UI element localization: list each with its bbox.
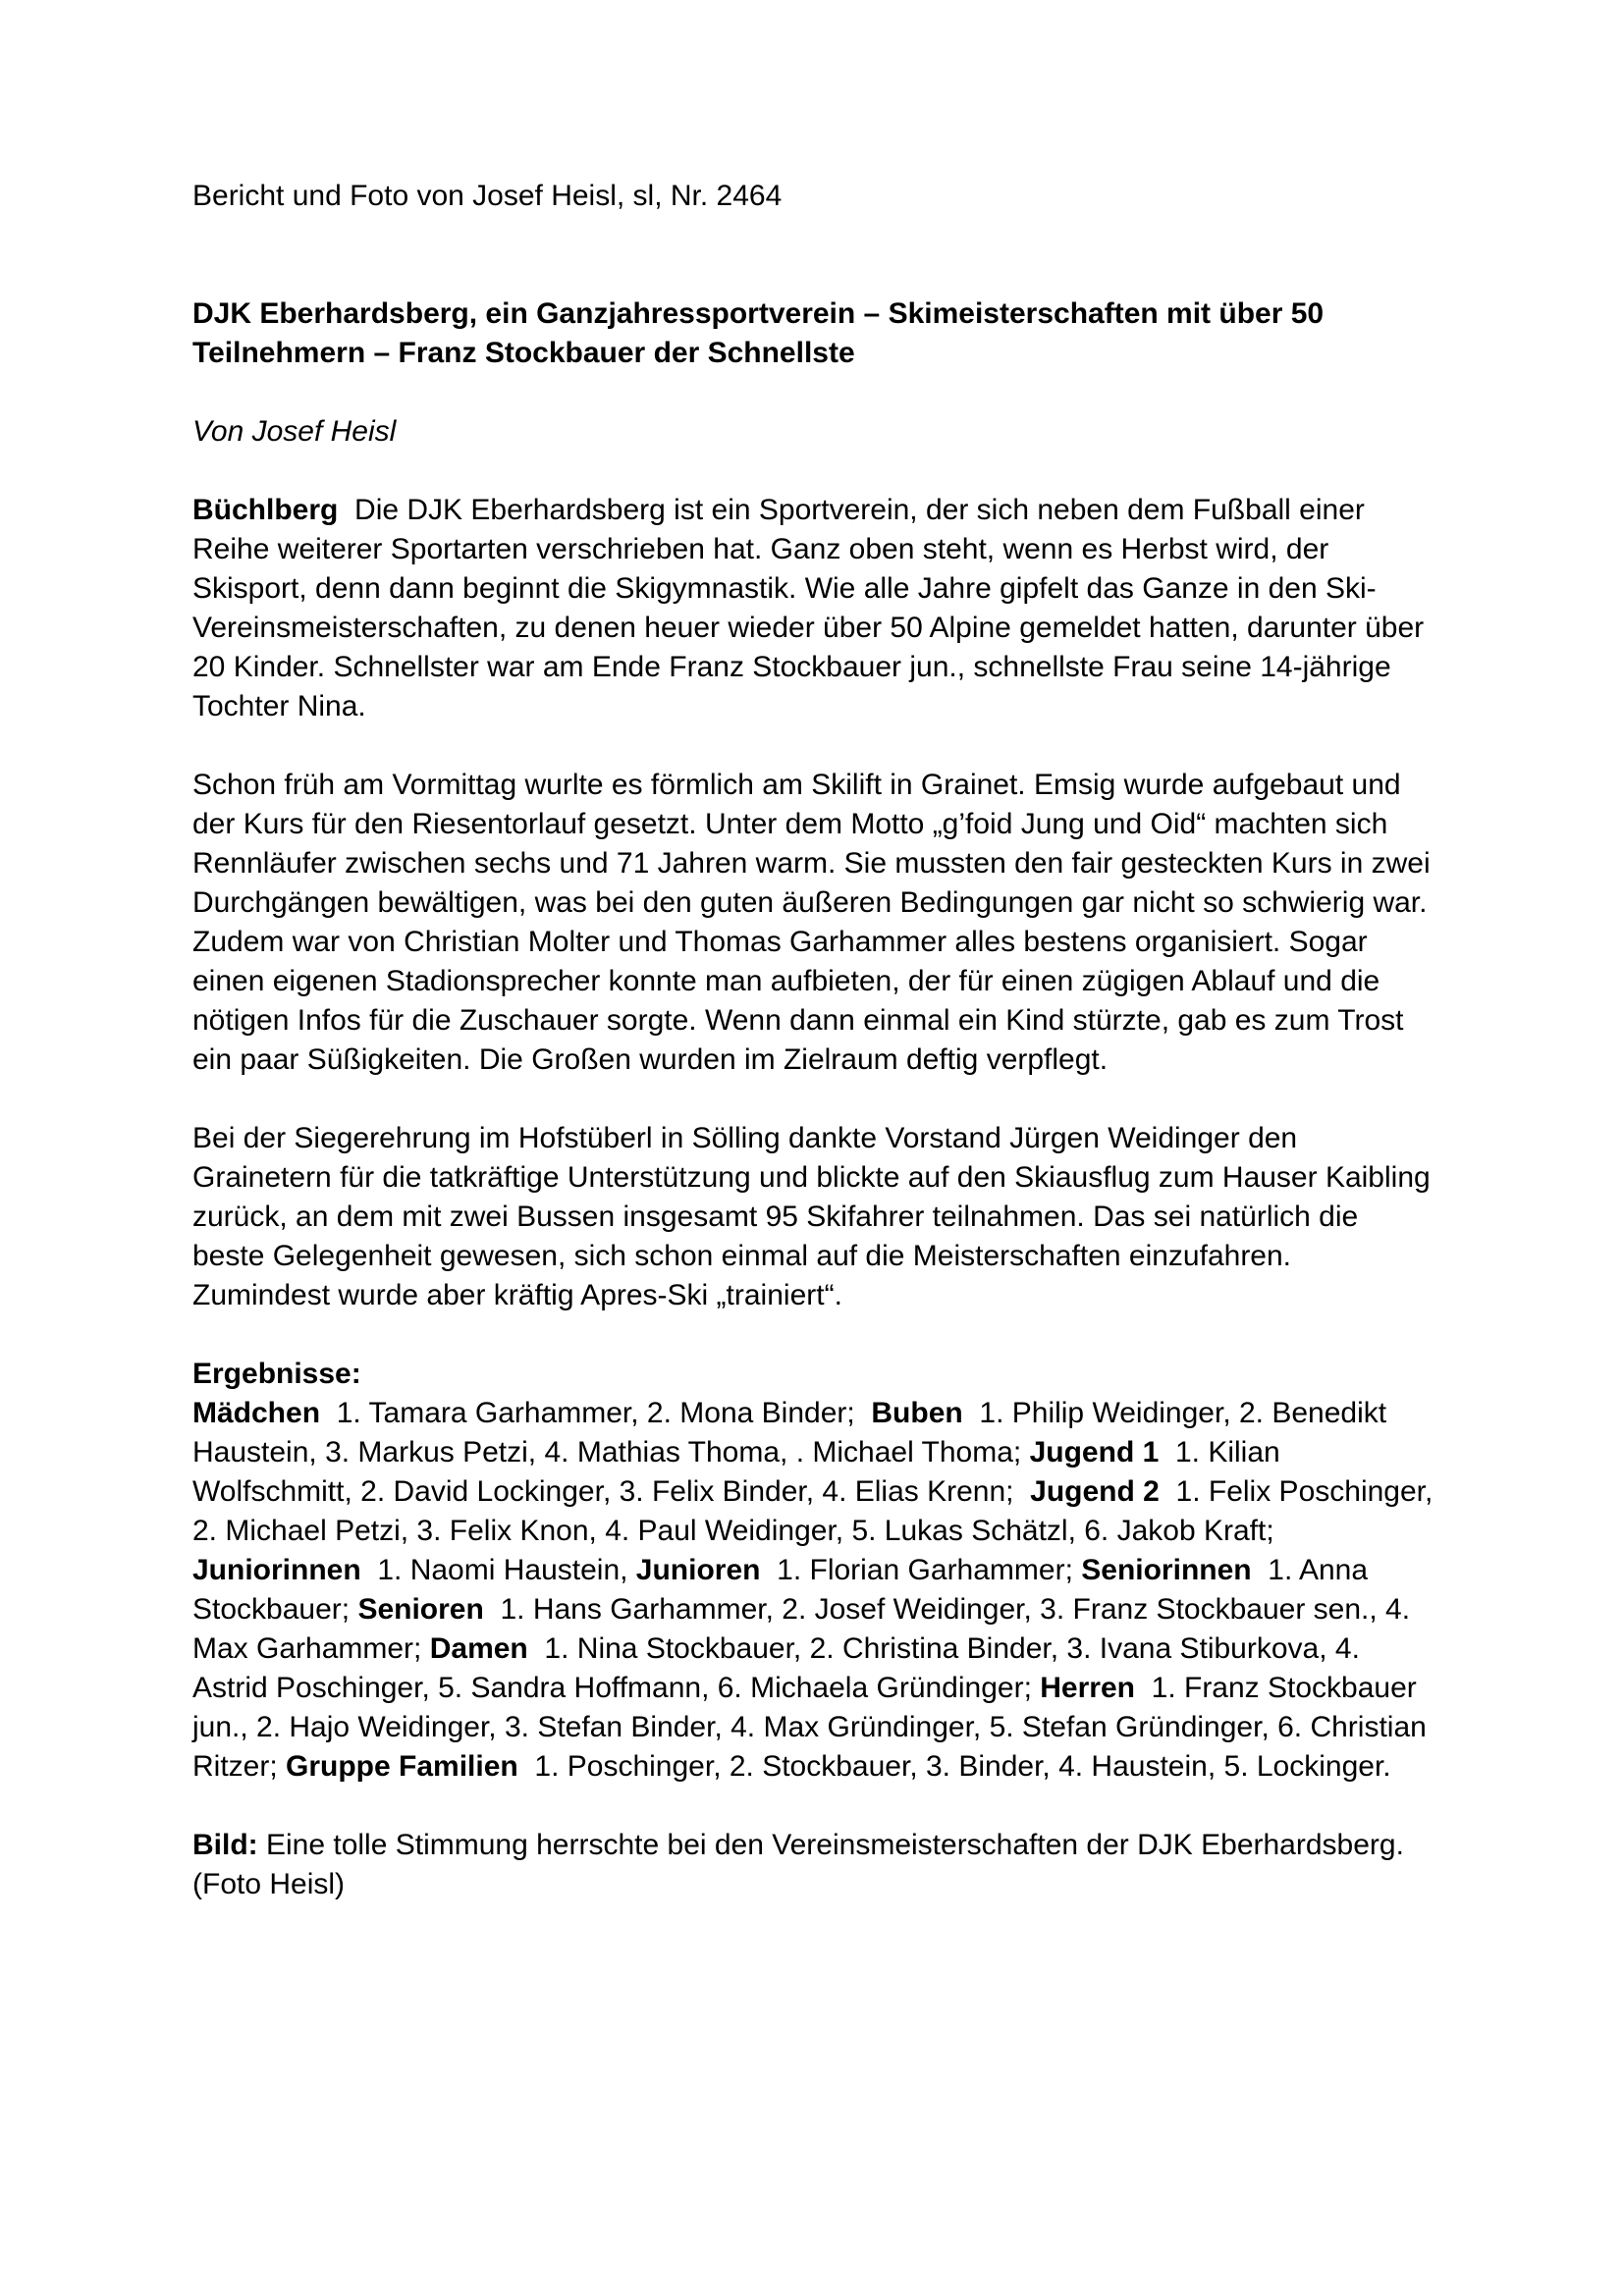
photo-caption <box>192 1826 1434 1904</box>
text-run: Buben <box>871 1397 963 1429</box>
text-run: 1. Philip Weidinger, 2. Benedikt Haustein, 3. Markus Petzi, 4. Mathias Thoma, . Michael Thoma; <box>192 1397 1395 1468</box>
article-title: DJK Eberhardsberg, ein Ganzjahressportverein – Skimeisterschaften mit über 50 Teilnehmern – Franz Stockbauer der Schnellste <box>192 297 1332 369</box>
text-run: Damen <box>429 1632 528 1665</box>
author-line: Von Josef Heisl <box>192 415 397 448</box>
text-run: Eine tolle Stimmung herrschte bei den Vereinsmeisterschaften der DJK Eberhardsberg. (Foto Heisl) <box>192 1829 1413 1900</box>
results-heading: Ergebnisse: <box>192 1358 361 1390</box>
text-run: Die DJK Eberhardsberg ist ein Sportverein, der sich neben dem Fußball einer Reihe weiterer Sportarten verschrieben hat. Ganz oben steht, wenn es Herbst wird, der Skisport, denn dann beginnt die Skigymnastik. Wie alle Jahre gipfelt das Ganze in den Ski-Vereinsmeisterschaften, zu denen heuer wieder über 50 Alpine gemeldet hatten, darunter über 20 Kinder. Schnellster war am Ende Franz Stockbauer jun., schnellste Frau seine 14-jährige Tochter Nina. <box>192 494 1433 722</box>
text-run: 1. Franz Stockbauer jun., 2. Hajo Weidinger, 3. Stefan Binder, 4. Max Gründinger, 5. Stefan Gründinger, 6. Christian Ritzer; <box>192 1672 1435 1783</box>
text-run: Jugend 1 <box>1029 1436 1160 1468</box>
text-run: Jugend 2 <box>1030 1475 1160 1508</box>
text-run: 1. Nina Stockbauer, 2. Christina Binder, 3. Ivana Stiburkova, 4. Astrid Poschinger, 5. Sandra Hoffmann, 6. Michaela Gründinger; <box>192 1632 1367 1704</box>
text-run: Büchlberg <box>192 494 339 526</box>
text-run: 1. Kilian Wolfschmitt, 2. David Lockinger, 3. Felix Binder, 4. Elias Krenn; <box>192 1436 1289 1508</box>
text-run: 1. Poschinger, 2. Stockbauer, 3. Binder, 4. Haustein, 5. Lockinger. <box>517 1750 1391 1783</box>
text-run: Senioren <box>357 1593 484 1626</box>
text-run: Schon früh am Vormittag wurlte es förmlich am Skilift in Grainet. Emsig wurde aufgebaut und der Kurs für den Riesentorlauf gesetzt. Unter dem Motto „g’foid Jung und Oid“ machten sich Rennläufer zwischen sechs und 71 Jahren warm. Sie mussten den fair gesteckten Kurs in zwei Durchgängen bewältigen, was bei den guten äußeren Bedingungen gar nicht so schwierig war. Zudem war von Christian Molter und Thomas Garhammer alles bestens organisiert. Sogar einen eigenen Stadionsprecher konnte man aufbieten, der für einen zügigen Ablauf und die nötigen Infos für die Zuschauer sorgte. Wenn dann einmal ein Kind stürzte, gab es zum Trost ein paar Süßigkeiten. Die Großen wurden im Zielraum deftig verpflegt. <box>192 769 1438 1076</box>
paragraph-intro <box>192 491 1434 726</box>
text-run: Gruppe Familien <box>286 1750 518 1783</box>
text-run: Juniorinnen <box>192 1554 361 1586</box>
text-run: 1. Hans Garhammer, 2. Josef Weidinger, 3. Franz Stockbauer sen., 4. Max Garhammer; <box>192 1593 1419 1665</box>
text-run: Seniorinnen <box>1081 1554 1252 1586</box>
text-run: 1. Naomi Haustein, <box>360 1554 636 1586</box>
text-run: Bei der Siegerehrung im Hofstüberl in Sölling dankte Vorstand Jürgen Weidinger den Grainetern für die tatkräftige Unterstützung und blickte auf den Skiausflug zum Hauser Kaibling zurück, an dem mit zwei Bussen insgesamt 95 Skifahrer teilnahmen. Das sei natürlich die beste Gelegenheit gewesen, sich schon einmal auf die Meisterschaften einzufahren. Zumindest wurde aber kräftig Apres-Ski „trainiert“. <box>192 1122 1439 1311</box>
paragraph-results <box>192 1394 1441 1787</box>
text-run: 1. Tamara Garhammer, 2. Mona Binder; <box>320 1397 872 1429</box>
text-run: Junioren <box>635 1554 761 1586</box>
text-run: Mädchen <box>192 1397 321 1429</box>
text-run: Herren <box>1040 1672 1135 1704</box>
text-run: 1. Florian Garhammer; <box>760 1554 1082 1586</box>
text-run: 1. Anna Stockbauer; <box>192 1554 1377 1626</box>
text-run: 1. Felix Poschinger, 2. Michael Petzi, 3. Felix Knon, 4. Paul Weidinger, 5. Lukas Schätzl, 6. Jakob Kraft; <box>192 1475 1441 1547</box>
text-run: Bild: <box>192 1829 258 1861</box>
byline: Bericht und Foto von Josef Heisl, sl, Nr. 2464 <box>192 180 783 212</box>
paragraph-award-ceremony <box>192 1119 1439 1315</box>
paragraph-race-report <box>192 766 1438 1080</box>
